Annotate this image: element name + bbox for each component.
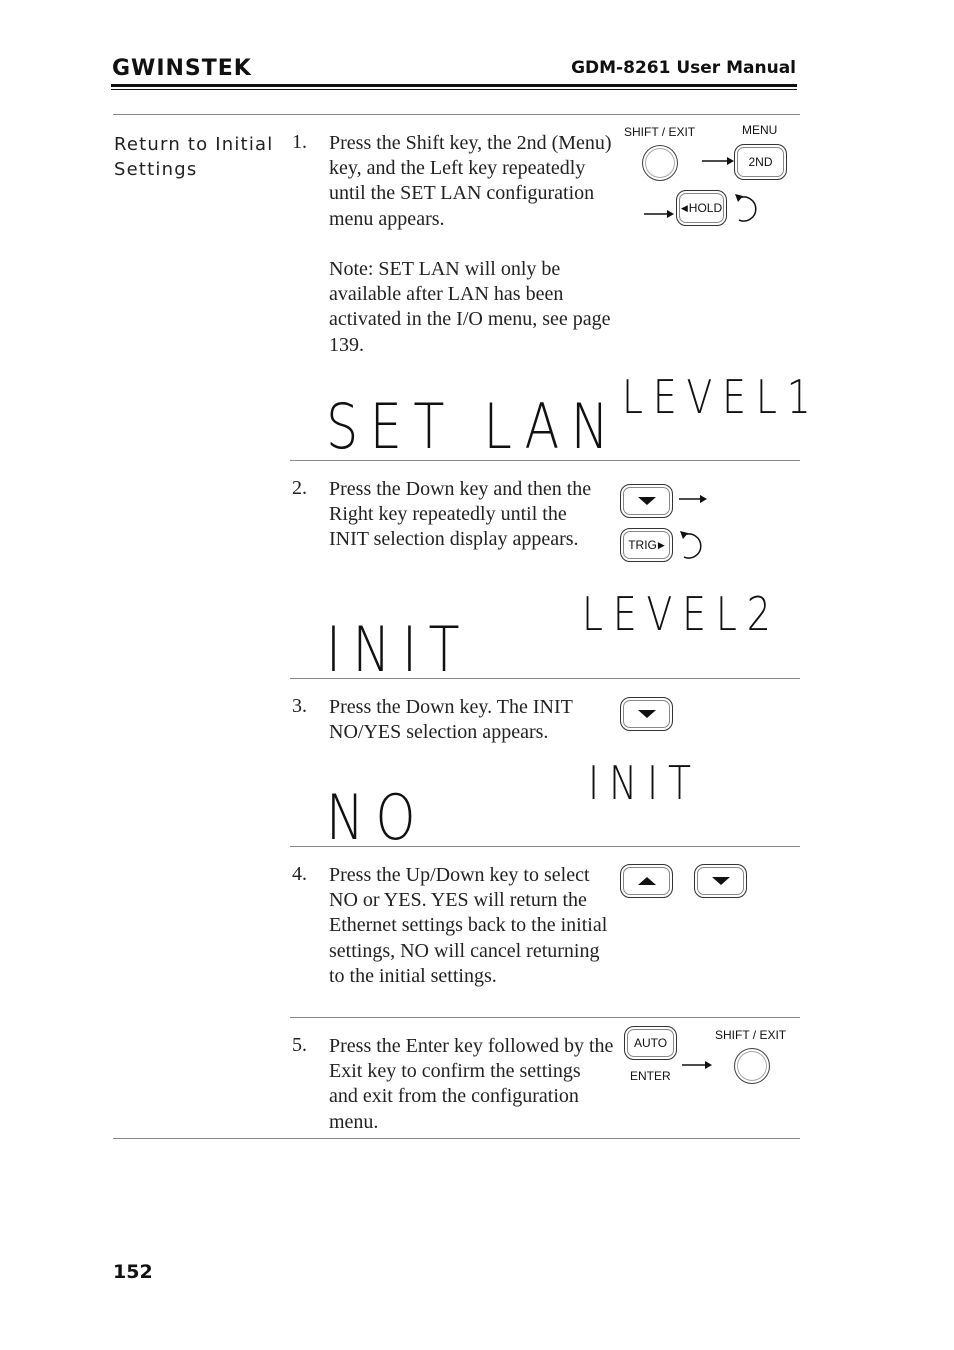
- right-arrow-icon: ▶: [657, 539, 665, 550]
- auto-key-label: AUTO: [633, 1036, 668, 1050]
- repeat-icon: [731, 190, 763, 226]
- section-top-rule: [113, 114, 800, 115]
- menu-label: MENU: [742, 123, 778, 137]
- down-arrow-icon: [638, 497, 656, 505]
- lcd-sub-display: INIT: [588, 756, 701, 810]
- lcd-sub-display: LEVEL1: [622, 370, 821, 424]
- step-text: Press the Down key and then the Right key repeatedly until the INIT selection display appears.: [329, 478, 592, 551]
- auto-enter-key[interactable]: [624, 1026, 677, 1060]
- up-arrow-icon: [638, 877, 656, 885]
- lcd-sub-display: LEVEL2: [582, 587, 781, 641]
- down-arrow-icon: [638, 710, 656, 718]
- down-key[interactable]: [620, 484, 673, 518]
- header-rule-thin: [111, 89, 797, 90]
- step-text: Press the Up/Down key to select NO or YES. YES will return the Ethernet settings back to the initial settings, NO will cancel returning to the initial settings.: [329, 864, 608, 987]
- section-label-line2: Settings: [114, 159, 198, 180]
- down-arrow-icon: [712, 877, 730, 885]
- arrow-right-icon: [680, 1058, 714, 1072]
- down-key[interactable]: [620, 697, 673, 731]
- brand-logo: GWINSTEK: [112, 56, 252, 81]
- step-divider: [290, 1017, 800, 1018]
- section-label-line1: Return to Initial: [114, 134, 274, 155]
- repeat-icon: [676, 527, 708, 563]
- second-key-label: 2ND: [748, 155, 773, 169]
- up-key[interactable]: [620, 864, 673, 898]
- step-number: 1.: [292, 131, 307, 153]
- step-number: 5.: [292, 1034, 307, 1056]
- shift-key[interactable]: [642, 145, 678, 181]
- lcd-main-display: SET LAN: [326, 390, 621, 463]
- section-label: [114, 132, 273, 182]
- arrow-right-icon: [677, 492, 709, 506]
- second-key[interactable]: [734, 144, 787, 180]
- trig-key-label: TRIG: [628, 538, 657, 552]
- right-trig-key[interactable]: [620, 528, 673, 562]
- step-number: 3.: [292, 695, 307, 717]
- shift-exit-label: SHIFT / EXIT: [624, 125, 696, 139]
- shift-exit-label: SHIFT / EXIT: [715, 1028, 787, 1042]
- hold-key-label: HOLD: [688, 201, 723, 215]
- arrow-right-icon: [642, 207, 676, 221]
- down-key[interactable]: [694, 864, 747, 898]
- step-number: 2.: [292, 477, 307, 499]
- step-note: Note: SET LAN will only be available after LAN has been activated in the I/O menu, see page 139.: [329, 258, 611, 356]
- left-hold-key[interactable]: [676, 190, 727, 226]
- section-bottom-rule: [113, 1138, 800, 1139]
- lcd-main-display: NO: [326, 781, 428, 854]
- step-text: Press the Down key. The INIT NO/YES selection appears.: [329, 696, 573, 744]
- manual-title: GDM-8261 User Manual: [571, 58, 796, 78]
- page-number: 152: [113, 1261, 153, 1283]
- exit-key[interactable]: [734, 1048, 770, 1084]
- lcd-main-display: INIT: [326, 613, 471, 686]
- header-rule: [111, 84, 797, 87]
- step-number: 4.: [292, 863, 307, 885]
- step-text: Press the Shift key, the 2nd (Menu) key, and the Left key repeatedly until the SET LAN configuration menu appears.: [329, 132, 612, 230]
- arrow-right-icon: [700, 154, 736, 168]
- enter-label: ENTER: [630, 1069, 671, 1083]
- left-arrow-icon: ◀: [680, 202, 688, 213]
- step-text: Press the Enter key followed by the Exit key to confirm the settings and exit from the configuration menu.: [329, 1035, 614, 1133]
